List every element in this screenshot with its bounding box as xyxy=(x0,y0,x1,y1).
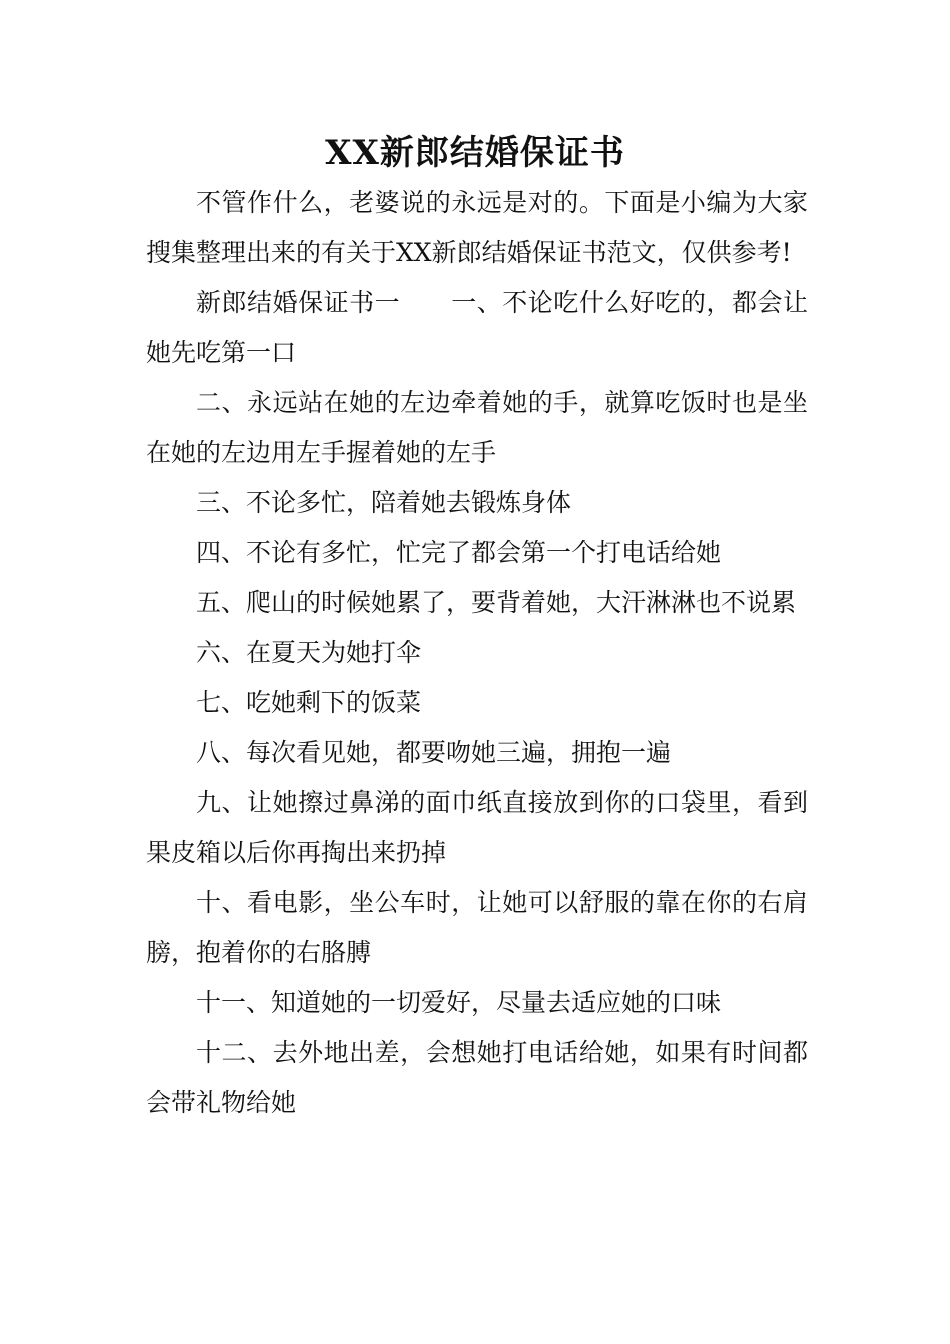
pledge-item-6: 六、在夏天为她打伞 xyxy=(196,638,422,667)
intro-paragraph: 不管作什么，老婆说的永远是对的。下面是小编为大家搜集整理出来的有关于XX新郎结婚保证书范文，仅供参考! xyxy=(146,188,808,267)
pledge-item-8: 八、每次看见她，都要吻她三遍，拥抱一遍 xyxy=(196,738,672,767)
document-title: XX新郎结婚保证书 xyxy=(325,133,625,173)
pledge-item-11: 十一、知道她的一切爱好，尽量去适应她的口味 xyxy=(196,988,722,1017)
pledge-item-9: 九、让她擦过鼻涕的面巾纸直接放到你的口袋里，看到果皮箱以后你再掏出来扔掉 xyxy=(146,788,808,867)
pledge-item-1: 新郎结婚保证书一 一、不论吃什么好吃的，都会让她先吃第一口 xyxy=(146,288,808,367)
pledge-item-10: 十、看电影，坐公车时，让她可以舒服的靠在你的右肩膀，抱着你的右胳膊 xyxy=(146,888,808,967)
pledge-item-4: 四、不论有多忙，忙完了都会第一个打电话给她 xyxy=(196,538,722,567)
pledge-item-3: 三、不论多忙，陪着她去锻炼身体 xyxy=(196,488,572,517)
pledge-item-5: 五、爬山的时候她累了，要背着她，大汗淋淋也不说累 xyxy=(196,588,797,617)
pledge-item-12: 十二、去外地出差，会想她打电话给她，如果有时间都会带礼物给她 xyxy=(146,1038,808,1117)
document-body xyxy=(146,178,808,1128)
pledge-item-7: 七、吃她剩下的饭菜 xyxy=(196,688,422,717)
pledge-item-2: 二、永远站在她的左边牵着她的手，就算吃饭时也是坐在她的左边用左手握着她的左手 xyxy=(146,388,808,467)
